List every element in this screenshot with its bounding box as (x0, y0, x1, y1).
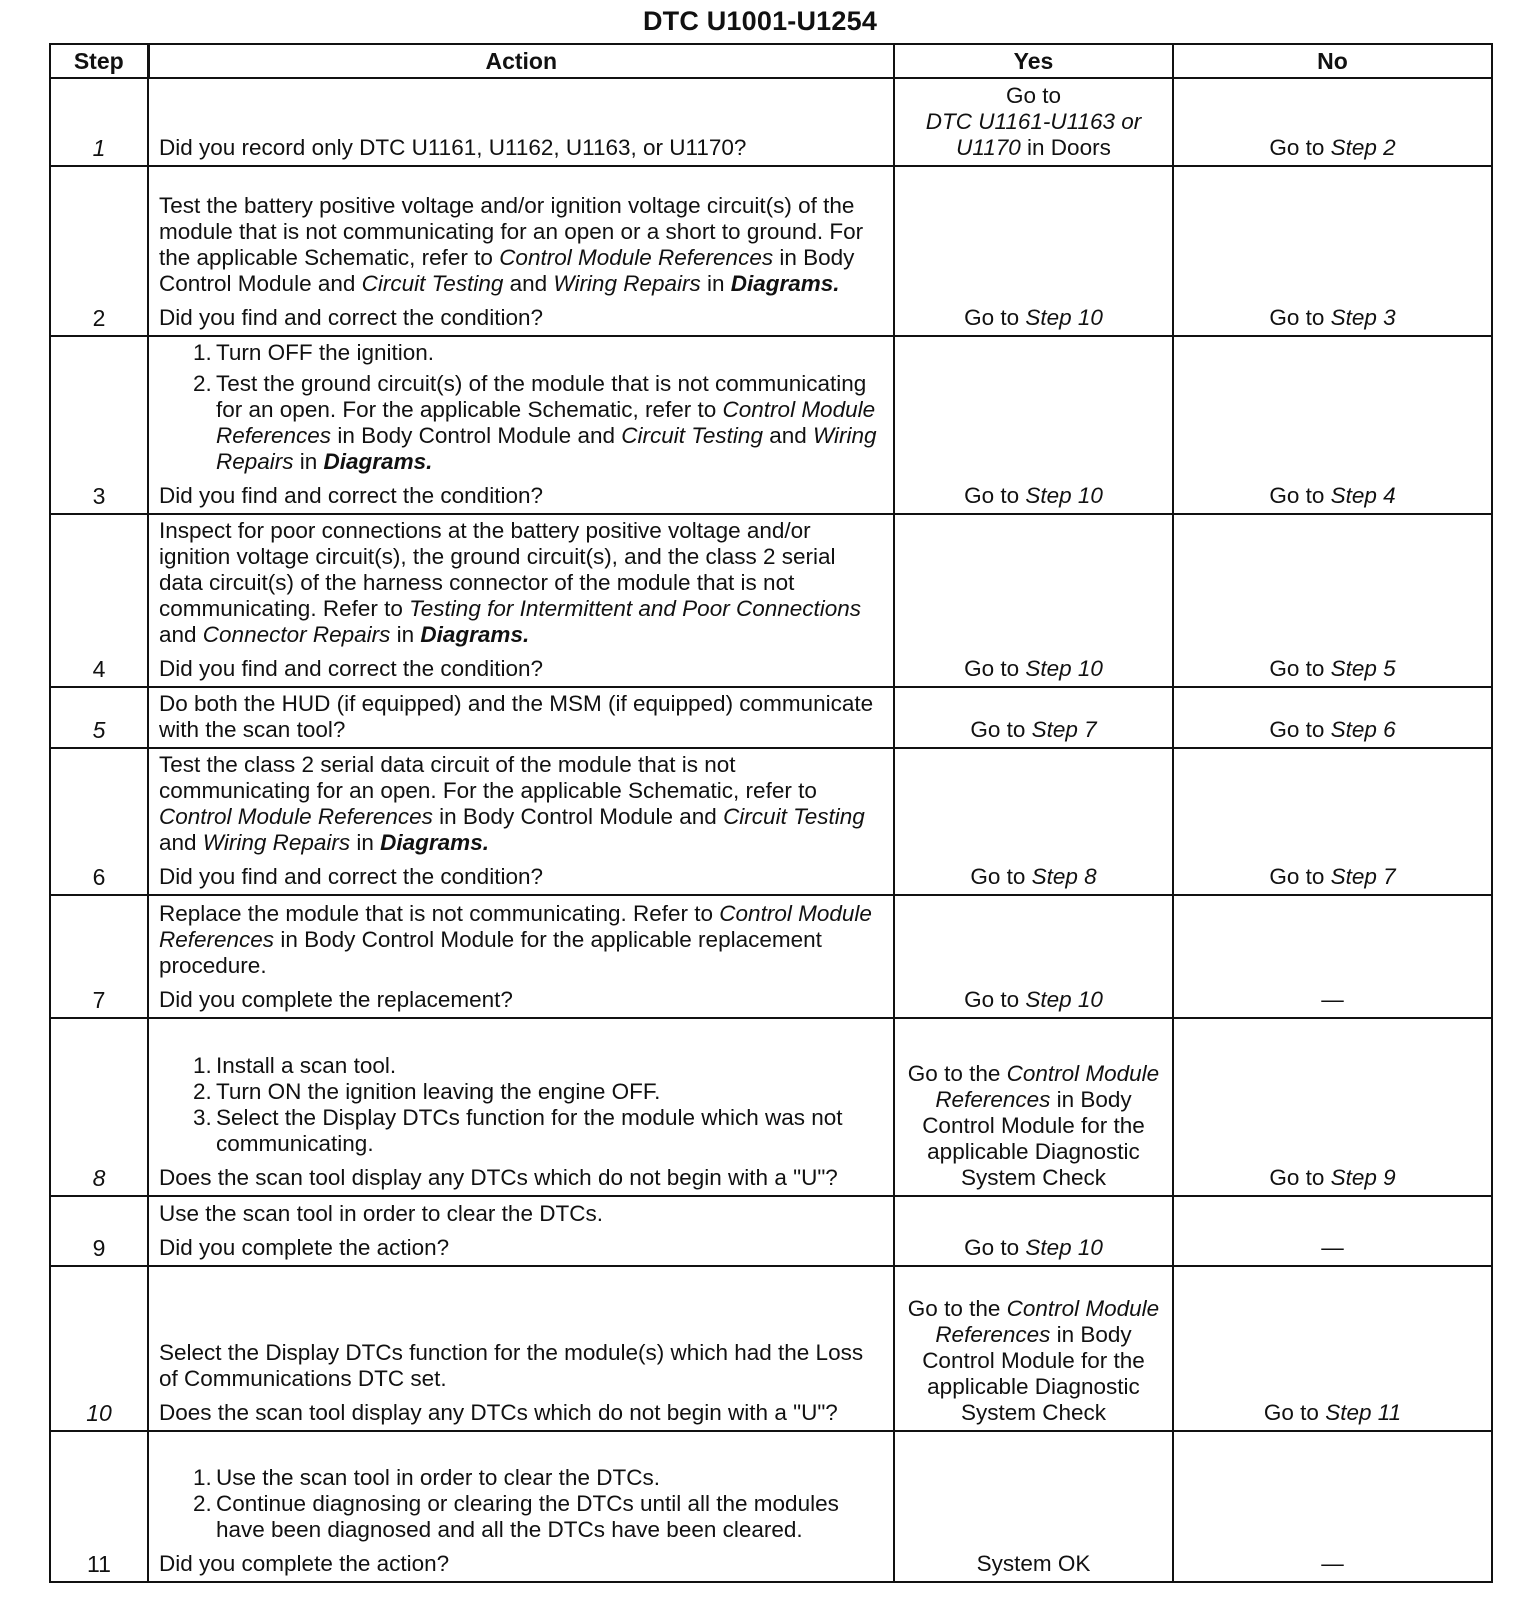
action-question: Did you find and correct the condition? (159, 656, 543, 681)
step-number: 3 (50, 336, 148, 514)
yes-cell: Go to the Control Module References in Body Control Module for the applicable Diagnostic System Check (894, 1018, 1173, 1196)
step-number: 7 (50, 895, 148, 1018)
step-number: 11 (50, 1431, 148, 1582)
action-question: Did you complete the action? (159, 1551, 450, 1576)
step-number: 6 (50, 748, 148, 895)
numbered-list (159, 1465, 883, 1543)
list-item: 1. Turn OFF the ignition. (193, 340, 435, 365)
step-link[interactable]: Step 2 (1330, 135, 1396, 160)
yes-cell: Go to Step 10 (894, 336, 1173, 514)
action-cell (148, 687, 894, 748)
action-cell (148, 1266, 894, 1431)
step-link[interactable]: Step 8 (1031, 864, 1097, 889)
doc-reference: Circuit Testing (361, 271, 504, 296)
yes-cell: Go to Step 7 (894, 687, 1173, 748)
yes-cell: Go to DTC U1161-U1163 or U1170 in Doors (894, 78, 1173, 166)
action-cell (148, 1018, 894, 1196)
step-link[interactable]: Step 7 (1031, 717, 1097, 742)
step-link[interactable]: Step 10 (1025, 305, 1103, 330)
list-item: 3. Select the Display DTCs function for the module which was not communicating. (193, 1105, 843, 1156)
step-link[interactable]: Step 7 (1330, 864, 1396, 889)
table-row (50, 748, 1492, 895)
table-row (50, 895, 1492, 1018)
action-question: Did you find and correct the condition? (159, 483, 543, 508)
action-question: Did you record only DTC U1161, U1162, U1163, or U1170? (159, 135, 747, 160)
step-number: 8 (50, 1018, 148, 1196)
numbered-list (159, 340, 883, 475)
action-question: Did you find and correct the condition? (159, 305, 543, 330)
doc-reference: Circuit Testing (621, 423, 763, 448)
no-cell: Go to Step 9 (1173, 1018, 1492, 1196)
action-text: Test the battery positive voltage and/or ignition voltage circuit(s) of the module that is not communicating for an open or a short to ground. For the applicable Schematic, refer to Control Module References in Body Control Module and Circuit Testing and Wiring Repairs in Diagrams. (159, 193, 864, 296)
table-row (50, 78, 1492, 166)
doc-reference: Connector Repairs (202, 622, 391, 647)
step-number: 2 (50, 166, 148, 336)
table-row (50, 514, 1492, 687)
action-cell (148, 514, 894, 687)
no-cell: Go to Step 5 (1173, 514, 1492, 687)
yes-cell: Go to Step 10 (894, 166, 1173, 336)
step-link[interactable]: Step 5 (1330, 656, 1396, 681)
action-cell (148, 78, 894, 166)
step-number: 4 (50, 514, 148, 687)
action-question: Did you complete the replacement? (159, 987, 513, 1012)
doc-reference: Wiring Repairs (553, 271, 701, 296)
doc-reference: Wiring Repairs (202, 830, 351, 855)
table-row (50, 1266, 1492, 1431)
table-header-row (50, 44, 1492, 78)
action-cell (148, 748, 894, 895)
step-number: 1 (50, 78, 148, 166)
list-item: 1. Use the scan tool in order to clear the DTCs. (193, 1465, 660, 1490)
no-cell: Go to Step 11 (1173, 1266, 1492, 1431)
action-question: Does the scan tool display any DTCs which do not begin with a "U"? (159, 1400, 838, 1425)
step-link[interactable]: Step 11 (1325, 1400, 1402, 1425)
header-action: Action (148, 44, 894, 78)
action-question: Did you find and correct the condition? (159, 864, 543, 889)
action-question: Does the scan tool display any DTCs which do not begin with a "U"? (159, 1165, 838, 1190)
doc-reference: Control Module References (159, 804, 433, 829)
list-item: 2. Continue diagnosing or clearing the DTCs until all the modules have been diagnosed and all the DTCs have been cleared. (193, 1491, 839, 1542)
doc-reference: Diagrams. (420, 622, 530, 647)
step-number: 9 (50, 1196, 148, 1266)
action-question: Did you complete the action? (159, 1235, 450, 1260)
yes-cell: Go to Step 10 (894, 514, 1173, 687)
step-link[interactable]: Step 10 (1025, 656, 1103, 681)
table-row (50, 336, 1492, 514)
action-question: Do both the HUD (if equipped) and the MSM (if equipped) communicate with the scan tool? (159, 691, 874, 742)
action-text: Replace the module that is not communicating. Refer to Control Module References in Body Control Module for the applicable replacement procedure. (159, 901, 872, 978)
yes-cell: Go to Step 10 (894, 895, 1173, 1018)
yes-cell: System OK (894, 1431, 1173, 1582)
header-step: Step (50, 44, 148, 78)
list-item: 2. Test the ground circuit(s) of the module that is not communicating for an open. For the applicable Schematic, refer to Control Module References in Body Control Module and Circuit Testing and Wiring Repairs in Diagrams. (193, 371, 877, 474)
doc-reference: U1170 (956, 135, 1021, 160)
no-cell: Go to Step 3 (1173, 166, 1492, 336)
action-text: Use the scan tool in order to clear the DTCs. (159, 1201, 603, 1226)
step-link[interactable]: Step 4 (1330, 483, 1396, 508)
action-text: Inspect for poor connections at the battery positive voltage and/or ignition voltage circuit(s), the ground circuit(s), and the class 2 serial data circuit(s) of the harness connector of the module that is not communicating. Refer to Testing for Intermittent and Poor Connections and Connector Repairs in Diagrams. (159, 518, 862, 647)
list-item: 2. Turn ON the ignition leaving the engine OFF. (193, 1079, 661, 1104)
step-number: 5 (50, 687, 148, 748)
doc-reference: Control Module References (159, 901, 872, 952)
numbered-list (159, 1053, 883, 1157)
step-link[interactable]: Step 10 (1025, 1235, 1103, 1260)
doc-reference: Control Module References (216, 397, 876, 448)
doc-reference: DTC U1161-U1163 or (925, 109, 1142, 134)
step-link[interactable]: Step 6 (1330, 717, 1396, 742)
doc-reference: Wiring Repairs (216, 423, 877, 474)
table-row (50, 1018, 1492, 1196)
step-link[interactable]: Step 10 (1025, 987, 1103, 1012)
table-row (50, 1431, 1492, 1582)
header-yes: Yes (894, 44, 1173, 78)
action-text: Test the class 2 serial data circuit of the module that is not communicating for an open. For the applicable Schematic, refer to Control Module References in Body Control Module and Circuit Testing and Wiring Repairs in Diagrams. (159, 752, 865, 855)
doc-reference: Circuit Testing (723, 804, 865, 829)
no-cell: Go to Step 2 (1173, 78, 1492, 166)
doc-reference: Diagrams. (323, 449, 433, 474)
table-row (50, 166, 1492, 336)
step-link[interactable]: Step 10 (1025, 483, 1103, 508)
action-cell (148, 1196, 894, 1266)
yes-cell: Go to Step 8 (894, 748, 1173, 895)
step-link[interactable]: Step 9 (1330, 1165, 1396, 1190)
no-cell: Go to Step 4 (1173, 336, 1492, 514)
step-link[interactable]: Step 3 (1330, 305, 1396, 330)
action-cell (148, 1431, 894, 1582)
page-title: DTC U1001-U1254 (642, 6, 878, 36)
list-item: 1. Install a scan tool. (193, 1053, 397, 1078)
no-cell: — (1173, 1196, 1492, 1266)
action-cell (148, 895, 894, 1018)
doc-reference: Diagrams. (380, 830, 489, 855)
action-cell (148, 166, 894, 336)
doc-reference: Control Module References (935, 1296, 1160, 1347)
step-number: 10 (50, 1266, 148, 1431)
no-cell: Go to Step 6 (1173, 687, 1492, 748)
action-text: Select the Display DTCs function for the module(s) which had the Loss of Communications DTC set. (159, 1340, 864, 1391)
doc-reference: Testing for Intermittent and Poor Connections (409, 596, 862, 621)
no-cell: — (1173, 895, 1492, 1018)
doc-reference: Control Module References (499, 245, 774, 270)
header-no: No (1173, 44, 1492, 78)
yes-cell: Go to the Control Module References in Body Control Module for the applicable Diagnostic System Check (894, 1266, 1173, 1431)
action-cell (148, 336, 894, 514)
table-row (50, 687, 1492, 748)
yes-cell: Go to Step 10 (894, 1196, 1173, 1266)
table-row (50, 1196, 1492, 1266)
doc-reference: Control Module References (935, 1061, 1160, 1112)
no-cell: — (1173, 1431, 1492, 1582)
doc-reference: Diagrams. (730, 271, 840, 296)
diagnostic-table (49, 43, 1493, 1583)
no-cell: Go to Step 7 (1173, 748, 1492, 895)
